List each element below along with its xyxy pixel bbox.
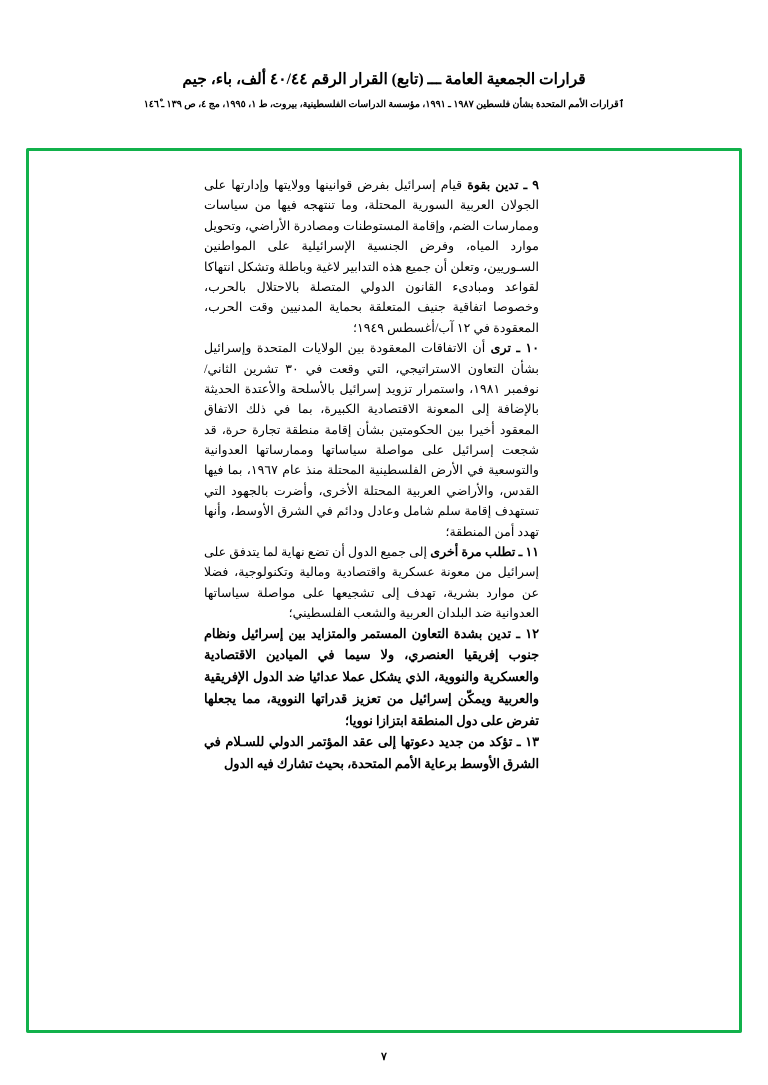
paragraph-13 bbox=[204, 732, 539, 776]
paragraph-10-lead: ١٠ ـ ترى bbox=[490, 341, 539, 356]
paragraph-9 bbox=[204, 175, 539, 338]
paragraph-12-text: التعاون المستمر والمتزايد بين إسرائيل ونظام جنوب إفريقيا العنصري، ولا سيما في الميادين الاقتصادية والعسكرية والنووية، الذي يشكل عملا عدائيا ضد الدول الإفريقية والعربية ويمكّن إسرائيل من تعزيز قدراتها النووية، مما يجعلها تفرض على دول المنطقة ابتزازا نوويا؛ bbox=[204, 626, 539, 728]
paragraph-9-text: قيام إسرائيل بفرض قوانينها وولايتها وإدارتها على الجولان العربية السورية المحتلة، وما تنتهجه فيها من سياسات وممارسات الضم، وإقامة المستوطنات ومصادرة الأراضي، وتحويل موارد المياه، وفرض الجنسية الإسرائيلية على المواطنين السـوريين، وتعلن أن جميع هذه التدابير لاغية وباطلة وتشكل انتهاكا لقواعد ومبادىء القانون الدولي المتصلة بالاحتلال بالحرب، وخصوصا اتفاقية جنيف المتعلقة بحماية المدنيين وقت الحرب، المعقودة في ١٢ آب/أغسطس ١٩٤٩؛ bbox=[204, 178, 539, 335]
paragraph-12 bbox=[204, 624, 539, 733]
paragraph-10-text: أن الاتفاقات المعقودة بين الولايات المتحدة وإسرائيل بشأن التعاون الاستراتيجي، التي وقعت في ٣٠ تشرين الثاني/نوفمبر ١٩٨١، واستمرار تزويد إسرائيل بالأسلحة والأعتدة الحديثة بالإضافة إلى المعونة الاقتصادية الكبيرة، بما في ذلك الاتفاق المعقود أخيرا بين الحكومتين بشأن إقامة منطقة تجارة حرة، قد شجعت إسرائيل على مواصلة سياساتها وممارساتها العدوانية والتوسعية في الأرض الفلسطينية المحتلة منذ عام ١٩٦٧، بما فيها القدس، والأراضي العربية المحتلة الأخرى، وأضرت بالجهود التي تستهدف إقامة سلم شامل وعادل ودائم في الشرق الأوسط، وأنها تهدد أمن المنطقة؛ bbox=[204, 341, 539, 539]
document-body bbox=[204, 175, 539, 776]
paragraph-11-text: إلى جميع الدول أن تضع نهاية لما يتدفق على إسرائيل من معونة عسكرية واقتصادية ومالية وتكنولوجية، فضلا عن موارد بشرية، تهدف إلى تشجيعها على مواصلة سياساتها العدوانية ضد البلدان العربية والشعب الفلسطيني؛ bbox=[204, 545, 539, 621]
paragraph-12-lead: ١٢ ـ تدين بشدة bbox=[453, 626, 539, 641]
paragraph-11 bbox=[204, 542, 539, 624]
paragraph-10 bbox=[204, 338, 539, 542]
page-number: ٧ bbox=[381, 1051, 387, 1063]
paragraph-11-lead: ١١ ـ تطلب مرة أخرى bbox=[430, 545, 539, 560]
page-title: قرارات الجمعية العامة ـــ (تابع) القرار الرقم ٤٠/٤٤ ألف، باء، جيم bbox=[182, 71, 586, 88]
source-citation: ٱقرارات الأمم المتحدة بشأن فلسطين ١٩٨٧ ـ ١٩٩١، مؤسسة الدراسات الفلسطينية، بيروت، ط ١، ١٩٩٥، مج ٤، ص ١٣٩ ـ ١٤٦ْ bbox=[143, 100, 625, 111]
paragraph-9-lead: ٩ ـ تدين بقوة bbox=[467, 178, 539, 192]
paragraph-13-text: دعوتها إلى عقد المؤتمر الدولي للسـلام في الشرق الأوسط برعاية الأمم المتحدة، بحيث تشارك فيه الدول bbox=[204, 735, 539, 772]
page-header bbox=[0, 0, 768, 110]
paragraph-13-lead: ١٣ ـ تؤكد من جديد bbox=[438, 735, 540, 750]
content-frame bbox=[26, 148, 742, 1033]
